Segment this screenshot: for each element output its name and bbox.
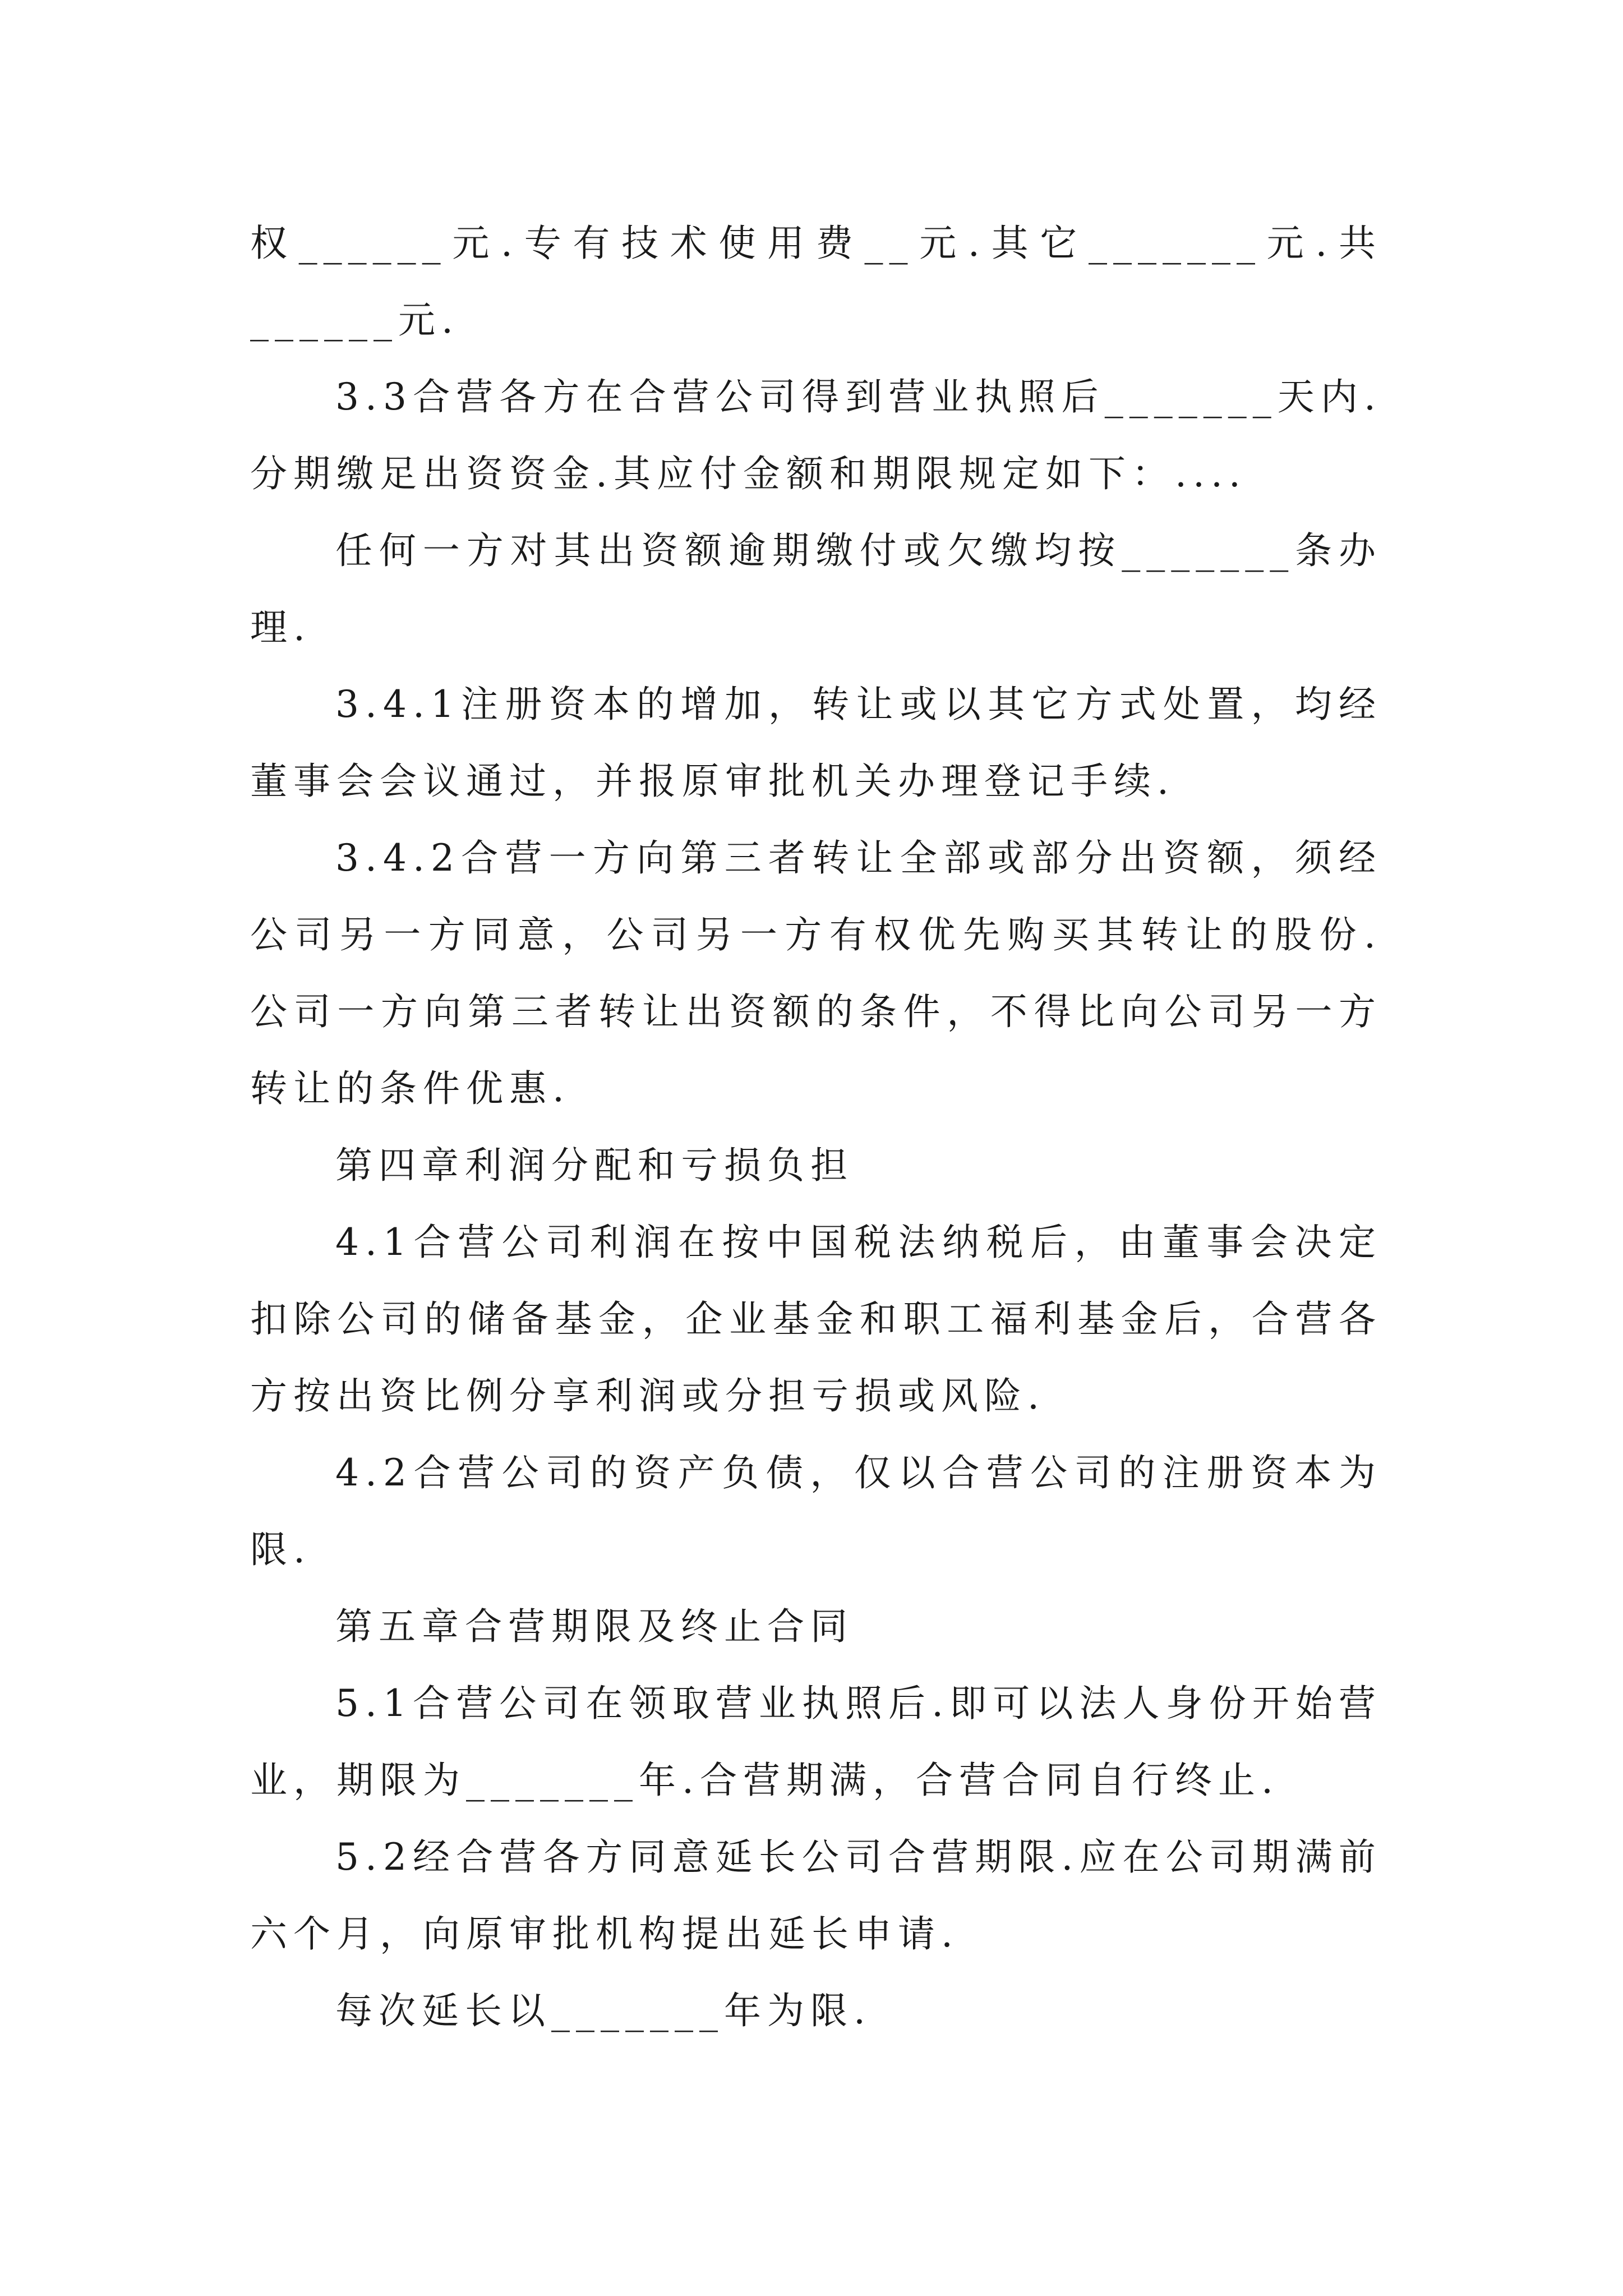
chapter-5-heading: 第五章合营期限及终止合同 [335, 1605, 854, 1648]
paragraph-4-2: 4.2合营公司的资产负债，仅以合营公司的注册资本为限. [250, 1451, 1382, 1571]
paragraph-continued-fees: 权______元.专有技术使用费__元.其它_______元.共______元. [250, 222, 1382, 342]
paragraph-overdue-payment: 任何一方对其出资额逾期缴付或欠缴均按_______条办理. [250, 529, 1382, 649]
paragraph-3-4-1: 3.4.1注册资本的增加，转让或以其它方式处置，均经董事会会议通过，并报原审批机关办理登记手续. [250, 683, 1382, 803]
paragraph-5-2: 5.2经合营各方同意延长公司合营期限.应在公司期满前六个月，向原审批机构提出延长申请. [250, 1835, 1382, 1955]
paragraph-3-4-2: 3.4.2合营一方向第三者转让全部或部分出资额，须经公司另一方同意，公司另一方有权优先购买其转让的股份.公司一方向第三者转让出资额的条件，不得比向公司另一方转让的条件优惠. [250, 836, 1382, 1110]
chapter-4-heading: 第四章利润分配和亏损负担 [335, 1144, 854, 1187]
paragraph-4-1: 4.1合营公司利润在按中国税法纳税后，由董事会决定扣除公司的储备基金，企业基金和职工福利基金后，合营各方按出资比例分享利润或分担亏损或风险. [250, 1221, 1382, 1418]
paragraph-3-3: 3.3合营各方在合营公司得到营业执照后_______天内.分期缴足出资资金.其应付金额和期限规定如下：.... [250, 375, 1382, 495]
paragraph-extension-limit: 每次延长以_______年为限. [335, 1989, 872, 2032]
document-body [250, 205, 1382, 2049]
paragraph-5-1: 5.1合营公司在领取营业执照后.即可以法人身份开始营业，期限为_______年.合营期满，合营合同自行终止. [250, 1682, 1382, 1802]
